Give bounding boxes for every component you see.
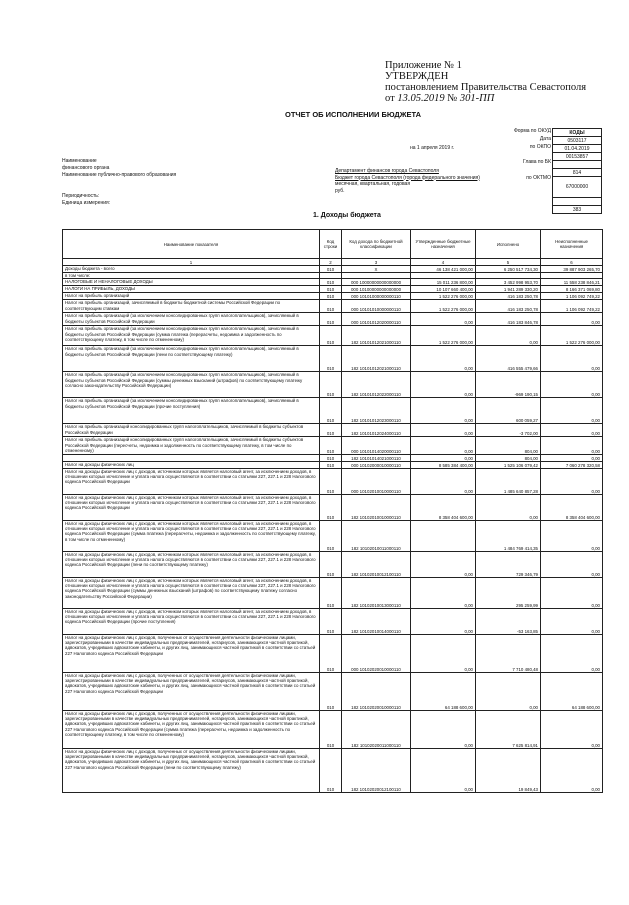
- row-line-code: 010: [320, 293, 342, 300]
- row-executed: 19 849,43: [476, 748, 541, 792]
- table-row: [63, 520, 603, 551]
- row-line-code: 010: [320, 346, 342, 372]
- row-line-code: 010: [320, 577, 342, 608]
- row-name: Налог на доходы физических лиц с доходов, источником которых является налоговый агент, за исключением доходов, в отношении которых исчисление и уплата налога осуществляются в соответствии со статьями 227, 227.1 и 228 Налогового кодекса Российской Федерации (пени по соответствующему платежу): [63, 551, 320, 577]
- row-unexecuted: 0,00: [541, 398, 603, 424]
- table-row: [63, 293, 603, 300]
- row-name: Налог на прибыль организаций, зачисляемый в бюджеты бюджетной системы Российской Федерации по соответствующим ставкам: [63, 300, 320, 313]
- row-executed: 804,00: [476, 437, 541, 454]
- table-row: [63, 608, 603, 634]
- row-executed: -3 702,00: [476, 424, 541, 437]
- column-index: 1: [63, 259, 320, 266]
- row-line-code: 010: [320, 520, 342, 551]
- code-value: 0503117: [553, 137, 602, 145]
- row-name: Налог на доходы физических лиц с доходов, полученных от осуществления деятельности физическими лицами, зарегистрированными в качестве индивидуальных предпринимателей, нотариусов, занимающихся частной практикой, адвокатов, учредивших адвокатские кабинеты, и других лиц, занимающихся частной практикой в соответствии со статьей 227 Налогового кодекса Российской Федерации: [63, 672, 320, 710]
- table-row: [63, 454, 603, 461]
- table-row: [63, 424, 603, 437]
- row-line-code: 010: [320, 300, 342, 313]
- row-unexecuted: 1 106 092 749,22: [541, 293, 603, 300]
- row-approved: 0,00: [411, 437, 476, 454]
- row-unexecuted: 0,00: [541, 468, 603, 494]
- row-income-code: 182 10101012021000110: [342, 346, 411, 372]
- row-line-code: 010: [320, 424, 342, 437]
- table-row: [63, 748, 603, 792]
- table-row: [63, 286, 603, 293]
- approval-line-1: Приложение № 1: [385, 60, 462, 71]
- code-label: [514, 167, 551, 175]
- table-row: [63, 494, 603, 520]
- row-line-code: 010: [320, 672, 342, 710]
- row-name: Налог на прибыль организаций консолидированных групп налогоплательщиков, зачисляемый в бюджеты субъектов Российской Федерации (пересчеты, недоимка и задолженность по соответствующему платежу, в том числе по отмененному): [63, 437, 320, 454]
- row-line-code: 010: [320, 398, 342, 424]
- row-executed: 7 625 814,91: [476, 710, 541, 748]
- row-executed: 600 059,27: [476, 398, 541, 424]
- row-income-code: 182 10102020010000110: [342, 672, 411, 710]
- row-approved: 0,00: [411, 346, 476, 372]
- column-index: 3: [342, 259, 411, 266]
- approval-line-2: УТВЕРЖДЕН: [385, 71, 449, 82]
- row-approved: 1 522 276 000,00: [411, 293, 476, 300]
- row-name: Налог на доходы физических лиц с доходов, полученных от осуществления деятельности физическими лицами, зарегистрированными в качестве индивидуальных предпринимателей, нотариусов, занимающихся частной практикой, адвокатов, учредивших адвокатские кабинеты, и других лиц, занимающихся частной практикой в соответствии со статьей 227 Налогового кодекса Российской Федерации (пени по соответствующему платежу): [63, 748, 320, 792]
- table-row: [63, 577, 603, 608]
- code-labels: [514, 128, 551, 183]
- row-executed: -53 163,85: [476, 608, 541, 634]
- row-unexecuted: 0,00: [541, 551, 603, 577]
- row-unexecuted: 1 522 276 000,00: [541, 326, 603, 346]
- row-income-code: 182 10101012023000110: [342, 398, 411, 424]
- table-row: [63, 634, 603, 672]
- code-label: [514, 151, 551, 159]
- period-value: месячная, квартальная, годовая: [335, 181, 411, 187]
- code-value: 67000000: [553, 177, 602, 198]
- table-row: [63, 398, 603, 424]
- row-approved: 10 107 660 400,00: [411, 286, 476, 293]
- row-line-code: 010: [320, 551, 342, 577]
- row-approved: 0,00: [411, 634, 476, 672]
- table-row: [63, 326, 603, 346]
- row-executed: 3 452 998 953,70: [476, 279, 541, 286]
- row-approved: [411, 520, 476, 551]
- code-label: по ОКТМО: [526, 174, 551, 181]
- row-unexecuted: 0,00: [541, 424, 603, 437]
- row-name: Доходы бюджета - всего: [63, 266, 320, 273]
- row-approved: 15 011 236 800,00: [411, 279, 476, 286]
- row-income-code: X: [342, 266, 411, 273]
- code-label: Дата: [539, 135, 551, 142]
- row-unexecuted: 8 358 404 600,00: [541, 494, 603, 520]
- row-income-code: 182 10101014021000110: [342, 454, 411, 461]
- row-line-code: 010: [320, 372, 342, 398]
- row-name: [63, 454, 320, 461]
- row-income-code: 000 10102000010000110: [342, 461, 411, 468]
- codes-header: КОДЫ: [553, 129, 602, 137]
- table-row: [63, 672, 603, 710]
- column-header: Наименование показателя: [63, 230, 320, 259]
- row-approved: 0,00: [411, 424, 476, 437]
- approval-date: 13.05.2019: [397, 93, 445, 104]
- code-value: 01.04.2019: [553, 145, 602, 153]
- meta-label: Наименование публично-правового образования: [62, 172, 177, 178]
- row-unexecuted: 0,00: [541, 372, 603, 398]
- row-line-code: 010: [320, 454, 342, 461]
- row-line-code: 010: [320, 461, 342, 468]
- row-income-code: 182 10101012024000110: [342, 424, 411, 437]
- row-line-code: 010: [320, 266, 342, 273]
- row-executed: 416 183 250,78: [476, 300, 541, 313]
- row-income-code: 000 10101014020000110: [342, 437, 411, 454]
- row-unexecuted: 0,00: [541, 437, 603, 454]
- table-row: [63, 266, 603, 273]
- row-approved: 1 522 276 000,00: [411, 326, 476, 346]
- row-approved: 46 138 421 000,00: [411, 266, 476, 273]
- approval-date-prefix: от: [385, 93, 395, 104]
- row-executed: 416 183 250,78: [476, 293, 541, 300]
- row-unexecuted: 0,00: [541, 346, 603, 372]
- table-row: [63, 279, 603, 286]
- column-header: Код строки: [320, 230, 342, 259]
- row-unexecuted: 0,00: [541, 577, 603, 608]
- row-executed: 804,00: [476, 454, 541, 461]
- row-executed: 1 941 289 330,20: [476, 286, 541, 293]
- row-line-code: 010: [320, 634, 342, 672]
- section-title: 1. Доходы бюджета: [313, 212, 381, 219]
- row-name: Налог на прибыль организаций (за исключением консолидированных групп налогоплательщиков), зачисляемый в бюджеты субъектов Российской Федерации (пени по соответствующему платежу): [63, 346, 320, 372]
- table-body: [63, 266, 603, 793]
- table-row: [63, 710, 603, 748]
- row-name: Налог на доходы физических лиц с доходов, полученных от осуществления деятельности физическими лицами, зарегистрированными в качестве индивидуальных предпринимателей, нотариусов, занимающихся частной практикой, адвокатов, учредивших адвокатские кабинеты, и других лиц, занимающихся частной практикой в соответствии со статьей 227 Налогового кодекса Российской Федерации: [63, 634, 320, 672]
- row-line-code: 010: [320, 468, 342, 494]
- row-approved: 64 188 600,00: [411, 672, 476, 710]
- row-line-code: 010: [320, 608, 342, 634]
- row-line-code: 010: [320, 326, 342, 346]
- approval-date-line: [385, 93, 586, 104]
- column-index: 4: [411, 259, 476, 266]
- row-name: в том числе:: [63, 273, 320, 279]
- row-executed: 416 555 479,66: [476, 346, 541, 372]
- row-income-code: 182 10101012021000110: [342, 326, 411, 346]
- row-line-code: 010: [320, 710, 342, 748]
- row-line-code: 010: [320, 437, 342, 454]
- row-name: Налог на доходы физических лиц с доходов, источником которых является налоговый агент, за исключением доходов, в отношении которых исчисление и уплата налога осуществляются в соответствии со статьями 227, 227.1 и 228 Налогового кодекса Российской Федерации: [63, 468, 320, 494]
- table-row: [63, 437, 603, 454]
- codes-table: [552, 128, 602, 214]
- row-name: Налог на прибыль организаций консолидированных групп налогоплательщиков, зачисляемый в бюджеты субъектов Российской Федерации: [63, 424, 320, 437]
- row-executed: 0,00: [476, 672, 541, 710]
- row-name: Налог на доходы физических лиц с доходов, источником которых является налоговый агент, за исключением доходов, в отношении которых исчисление и уплата налога осуществляются в соответствии со статьями 227, 227.1 и 228 Налогового кодекса Российской Федерации (суммы денежных взысканий (штрафов) по соответствующему платежу согласно законодательству Российской Федерации): [63, 577, 320, 608]
- row-name: Налог на прибыль организаций: [63, 293, 320, 300]
- column-header: Исполнено: [476, 230, 541, 259]
- row-income-code: 000 10101010000000110: [342, 300, 411, 313]
- unit-value: руб.: [335, 187, 345, 194]
- row-income-code: 182 10102010011000110: [342, 520, 411, 551]
- meta-label: Единица измерения:: [62, 200, 111, 206]
- meta-labels: [62, 158, 176, 207]
- row-income-code: 182 10102010014000110: [342, 608, 411, 634]
- row-unexecuted: 39 887 903 265,70: [541, 266, 603, 273]
- row-name: Налог на прибыль организаций (за исключением консолидированных групп налогоплательщиков), зачисляемый в бюджеты субъектов Российской Федерации (прочие поступления): [63, 398, 320, 424]
- row-unexecuted: 0,00: [541, 748, 603, 792]
- column-header: Утвержденные бюджетные назначения: [411, 230, 476, 259]
- row-approved: 0,00: [411, 577, 476, 608]
- row-unexecuted: 8 166 371 069,80: [541, 286, 603, 293]
- row-approved: 0,00: [411, 608, 476, 634]
- row-approved: 0,00: [411, 454, 476, 461]
- row-executed: 1 484 769 414,35: [476, 520, 541, 551]
- row-unexecuted: 7 060 278 320,58: [541, 461, 603, 468]
- approval-block: [385, 60, 586, 104]
- row-unexecuted: 0,00: [541, 520, 603, 551]
- table-row: [63, 372, 603, 398]
- code-label: Глава по БК: [523, 159, 551, 166]
- table-row: [63, 461, 603, 468]
- code-value: 383: [553, 206, 602, 214]
- row-unexecuted: 0,00: [541, 454, 603, 461]
- row-unexecuted: 64 188 600,00: [541, 672, 603, 710]
- code-value: [553, 198, 602, 206]
- row-executed: -969 190,15: [476, 372, 541, 398]
- row-income-code: 182 10102020012100110: [342, 748, 411, 792]
- row-line-code: 010: [320, 748, 342, 792]
- row-name: Налог на доходы физических лиц: [63, 461, 320, 468]
- column-index: 2: [320, 259, 342, 266]
- row-name: НАЛОГОВЫЕ И НЕНАЛОГОВЫЕ ДОХОДЫ: [63, 279, 320, 286]
- meta-label: Наименование: [62, 158, 97, 164]
- code-value: [553, 161, 602, 169]
- meta-label: Периодичность:: [62, 193, 100, 199]
- row-executed: 6 250 517 734,30: [476, 266, 541, 273]
- report-title: ОТЧЕТ ОБ ИСПОЛНЕНИИ БЮДЖЕТА: [285, 110, 422, 119]
- column-index: 6: [541, 259, 603, 266]
- row-approved: 0,00: [411, 551, 476, 577]
- column-header: Код дохода по бюджетной классификации: [342, 230, 411, 259]
- row-name: Налог на прибыль организаций (за исключением консолидированных групп налогоплательщиков), зачисляемый в бюджеты субъектов Российской Федерации: [63, 313, 320, 326]
- row-unexecuted: 0,00: [541, 608, 603, 634]
- row-name: НАЛОГИ НА ПРИБЫЛЬ, ДОХОДЫ: [63, 286, 320, 293]
- row-income-code: 182 10102010012100110: [342, 551, 411, 577]
- row-executed: 0,00: [476, 326, 541, 346]
- approval-number: 301-ПП: [459, 93, 495, 104]
- row-income-code: 182 10102010010000110: [342, 494, 411, 520]
- row-income-code: 182 10101012022000110: [342, 372, 411, 398]
- row-executed: 0,00: [476, 494, 541, 520]
- code-value: 814: [553, 169, 602, 177]
- income-table: [62, 229, 603, 793]
- row-unexecuted: 0,00: [541, 710, 603, 748]
- row-executed: 1 525 106 079,42: [476, 461, 541, 468]
- row-line-code: 010: [320, 313, 342, 326]
- row-income-code: 182 10102010013000110: [342, 577, 411, 608]
- meta-label: [62, 186, 176, 193]
- row-line-code: 010: [320, 279, 342, 286]
- meta-label: финансового органа: [62, 165, 110, 171]
- row-approved: 0,00: [411, 748, 476, 792]
- row-unexecuted: 11 558 238 846,21: [541, 279, 603, 286]
- approval-line-3: постановлением Правительства Севастополя: [385, 82, 587, 93]
- row-name: Налог на прибыль организаций (за исключением консолидированных групп налогоплательщиков), зачисляемый в бюджеты субъектов Российской Федерации (сумма платежа (перерасчеты, недоимка и задолженность по соответствующему платежу, в том числе по отмененному): [63, 326, 320, 346]
- meta-label: [62, 179, 176, 186]
- row-line-code: 010: [320, 494, 342, 520]
- table-row: [63, 468, 603, 494]
- row-name: Налог на доходы физических лиц с доходов, полученных от осуществления деятельности физическими лицами, зарегистрированными в качестве индивидуальных предпринимателей, нотариусов, занимающихся частной практикой, адвокатов, учредивших адвокатские кабинеты, и других лиц, занимающихся частной практикой в соответствии со статьей 227 Налогового кодекса Российской Федерации (сумма платежа (перерасчеты, недоимка и задолженность по соответствующему платежу, в том числе по отмененному): [63, 710, 320, 748]
- row-income-code: 000 10102010010000110: [342, 468, 411, 494]
- table-row: [63, 551, 603, 577]
- row-income-code: 000 10100000000000000: [342, 286, 411, 293]
- report-date: на 1 апреля 2019 г.: [410, 145, 455, 151]
- table-row: [63, 346, 603, 372]
- row-line-code: 010: [320, 286, 342, 293]
- row-approved: 0,00: [411, 372, 476, 398]
- code-label: по ОКПО: [529, 143, 551, 150]
- row-approved: 0,00: [411, 398, 476, 424]
- entity-value: Бюджет города Севастополя (города федерального значения): [335, 174, 480, 181]
- row-approved: 0,00: [411, 710, 476, 748]
- table-row: [63, 313, 603, 326]
- row-executed: 416 183 846,78: [476, 313, 541, 326]
- row-income-code: 000 10000000000000000: [342, 279, 411, 286]
- row-income-code: 182 10102020011000110: [342, 710, 411, 748]
- row-name: Налог на доходы физических лиц с доходов, источником которых является налоговый агент, за исключением доходов, в отношении которых исчисление и уплата налога осуществляются в соответствии со статьями 227, 227.1 и 228 Налогового кодекса Российской Федерации (прочие поступления): [63, 608, 320, 634]
- row-approved: 8 585 384 400,00: [411, 461, 476, 468]
- row-unexecuted: 1 106 092 749,22: [541, 300, 603, 313]
- table-row: [63, 300, 603, 313]
- fin-organ-value: Департамент финансов города Севастополя: [335, 168, 439, 174]
- row-name: Налог на прибыль организаций (за исключением консолидированных групп налогоплательщиков), зачисляемый в бюджеты субъектов Российской Федерации (суммы денежных взысканий (штрафов) по соответствующему платежу согласно законодательству Российской Федерации): [63, 372, 320, 398]
- row-name: Налог на доходы физических лиц с доходов, источником которых является налоговый агент, за исключением доходов, в отношении которых исчисление и уплата налога осуществляются в соответствии со статьями 227, 227.1 и 228 Налогового кодекса Российской Федерации (сумма платежа (перерасчеты, недоимка и задолженность по соответствующему платежу, в том числе по отмененному): [63, 520, 320, 551]
- row-executed: 729 346,79: [476, 551, 541, 577]
- row-approved: 0,00: [411, 313, 476, 326]
- approval-number-prefix: №: [447, 93, 458, 104]
- row-executed: 7 710 480,48: [476, 634, 541, 672]
- row-name: Налог на доходы физических лиц с доходов, источником которых является налоговый агент, за исключением доходов, в отношении которых исчисление и уплата налога осуществляются в соответствии со статьями 227, 227.1 и 228 Налогового кодекса Российской Федерации: [63, 494, 320, 520]
- row-income-code: 000 10101000000000110: [342, 293, 411, 300]
- row-executed: 295 259,99: [476, 577, 541, 608]
- row-approved: 0,00: [411, 468, 476, 494]
- code-label: Форма по ОКУД: [513, 128, 551, 134]
- meta-values: [335, 168, 505, 194]
- row-income-code: 000 10102020010000110: [342, 634, 411, 672]
- column-header: Неисполненные назначения: [541, 230, 603, 259]
- column-index: 5: [476, 259, 541, 266]
- row-approved: 1 522 276 000,00: [411, 300, 476, 313]
- row-income-code: 000 10101012020000110: [342, 313, 411, 326]
- row-unexecuted: 0,00: [541, 634, 603, 672]
- row-unexecuted: 0,00: [541, 313, 603, 326]
- row-executed: 1 485 640 857,28: [476, 468, 541, 494]
- row-approved: 8 358 404 600,00: [411, 494, 476, 520]
- code-value: 00153857: [553, 153, 602, 161]
